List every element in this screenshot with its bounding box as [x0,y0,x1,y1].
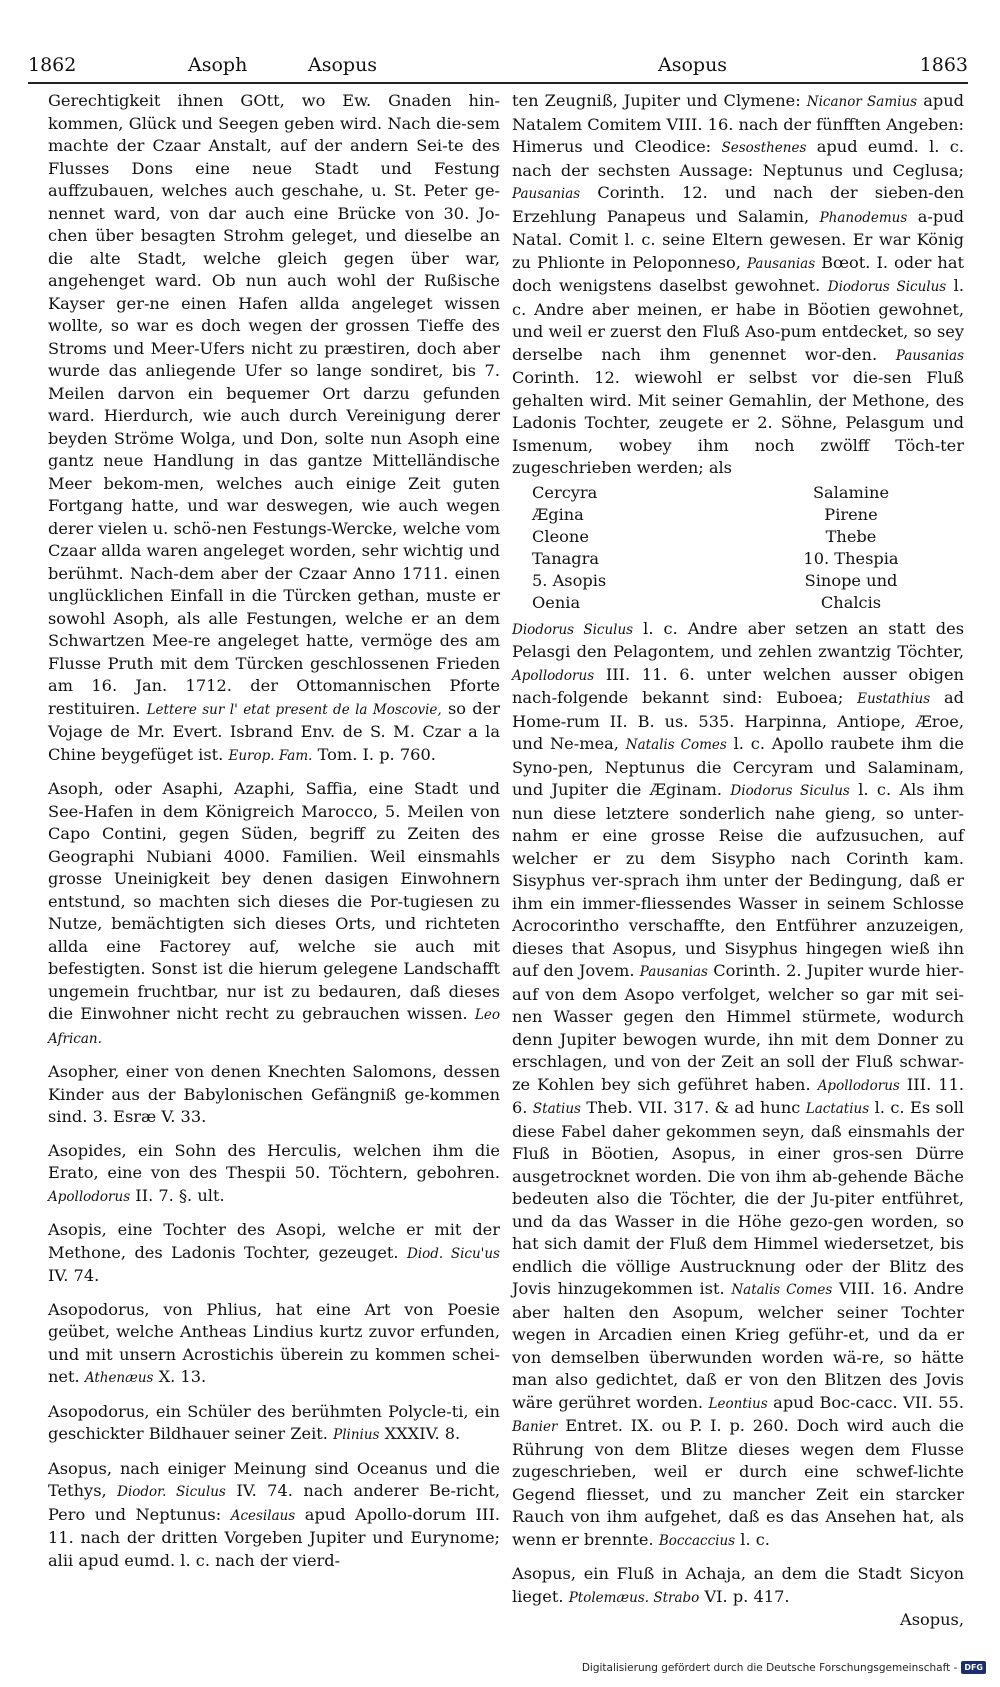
daughter-name: Salamine [812,482,890,502]
daughter-name: Ægina [532,504,584,524]
entry-asopides: Asopides, ein Sohn des Herculis, welchen ihm die Erato, eine von des Thespii 50. Töchtern, gebohren. Apollodorus II. 7. §. ult. [48,1140,500,1205]
daughter-name: Chalcis [820,592,882,612]
header-rule [28,82,968,84]
daughter-name: Cleone [532,526,589,546]
entry-asopodorus-2: Asopodorus, ein Schüler des berühmten Polycle-ti, ein geschickter Bildhauer seiner Zeit. Plinius XXXIV. 8. [48,1401,500,1443]
right-running-head: Asopus [658,54,728,76]
entry-asopis: Asopis, eine Tochter des Asopi, welche er mit der Methone, des Ladonis Tochter, gezeuget. Diod. Sicu'us IV. 74. [48,1220,500,1285]
entry-asopodorus-1: Asopodorus, von Phlius, hat eine Art von Poesie geübet, welche Antheas Lindius kurtz zuvor erfunden, und mit unsern Acrostichis überein zu kommen schei-net. Athenæus X. 13. [48,1299,500,1386]
right-page-number: 1863 [919,54,968,76]
entry-asopus-continued: ten Zeugniß, Jupiter und Clymene: Nicanor Samius apud Natalem Comitem VIII. 16. nach der fünfften Angeben: Himerus und Cleodice: Sesosthenes apud eumd. l. c. nach der sechsten Aussage: Neptunus und Ceglusa; Pausanias Corinth. 12. und nach der sieben-den Erzehlung Panapeus und Salamin, Phanodemus a-pud Natal. Comit l. c. seine Eltern gewesen. Er war König zu Phlionte in Peloponneso, Pausanias Bœot. I. oder hat doch wenigstens daselbst gewohnet. Diodorus Siculus l. c. Andre aber meinen, er habe in Böotien gewohnet, und weil er zuerst den Fluß Aso-pum entdecket, so sey derselbe nach ihm genennet wor-den. Pausanias Corinth. 12. wiewohl er selbst vor die-sen Fluß gehalten wird. Mit seiner Gemahlin, der Methone, des Ladonis Tochter, zeugete er 2. Söhne, Pelasgum und Ismenum, wobey ihm noch zwölff Töch-ter zugeschrieben werden; als [512,91,965,477]
daughter-name: Thebe [825,526,877,546]
entry-asopus-myth: Diodorus Siculus l. c. Andre aber setzen an statt des Pelasgi den Pelagontem, und zehlen zwantzig Töchter, Apollodorus III. 11. 6. unter welchen ausser obigen nach-folgende bekannt sind: Euboea; Eustathius ad Home-rum II. B. us. 535. Harpinna, Antiope, Æroe, und Ne-mea, Natalis Comes l. c. Apollo raubete ihm die Syno-pen, Neptunus die Cercyram und Salaminam, und Jupiter die Æginam. Diodorus Siculus l. c. Als ihm nun diese letztere sonderlich nahe gieng, so unter-nahm er eine grosse Reise die aufzusuchen, auf welcher er zu dem Sisypho nach Corinth kam. Sisyphus ver-sprach ihm unter der Bedingung, daß er ihm ein immer-fliessendes Wasser in seinem Schlosse Acrocorintho verschaffte, den Entführer anzuzeigen, dieses that Asopus, und Sisyphus hingegen wieß ihn auf den Jovem. Pausanias Corinth. 2. Jupiter wurde hier-auf von dem Asopo verfolget, welcher so gar mit sei-nen Wasser gegen den Himmel stürmete, wodurch denn Jupiter bewogen wurde, ihn mit dem Donner zu erschlagen, und von der Zeit an soll der Fluß schwar-ze Kohlen bey sich geführet haben. Apollodorus III. 11. 6. Statius Theb. VII. 317. & ad hunc Lactatius l. c. Es soll diese Fabel daher gekommen seyn, daß einsmahls der Fluß in Böotien, Asopus, in einer gros-sen Dürre ausgetrocknet worden. Die von ihm ab-gehende Bäche bedeuten also die Töchter, die der Ju-piter entführet, und da das Wasser in die Höhe gezo-gen worden, so hat sich damit der Fluß dem Himmel wiedersetzet, bis endlich die völlige Austrucknung oder der Blitz des Jovis hinzugekommen ist. Natalis Comes VIII. 16. Andre aber halten den Asopum, welcher seiner Tochter wegen in Arcadien einen Krieg geführ-et, und da er von demselben überwunden worden wä-re, so hätte man also gedichtet, daß er von den Blitzen des Jovis wäre gerühret worden. Leontius apud Boc-cacc. VII. 55. Banier Entret. IX. ou P. I. p. 260. Doch wird auch die Rührung von dem Blitze dieses wegen dem Flusse zugeschrieben, weil er durch eine schwef-lichte Gegend fliesset, und zu mancher Zeit ein starcker Rauch von ihm aufgehet, daß es das Ansehen hat, als wenn er brennte. Boccaccius l. c. [512,618,965,1549]
daughter-name: Cercyra [532,482,598,502]
entry-asoph-continued: Gerechtigkeit ihnen GOtt, wo Ew. Gnaden hin-kommen, Glück und Seegen geben wird. Nach die-sem machte der Czaar Anstalt, auf der andern Sei-te des Flusses Dons eine neue Stadt und Festung auffzubauen, welches auch geschahe, u. St. Peter ge-nennet ward, von dar auch eine Brücke von 30. Jo-chen über besagten Strohm geleget, und dieselbe an die alte Stadt, welche gleich gegen über war, angehenget ward. Ob nun auch wohl der Rußische Kayser ger-ne einen Hafen allda angeleget wissen wollte, so war es doch wegen der grossen Tieffe des Stroms und Meer-Ufers nicht zu præstiren, doch aber wurde das anliegende Ufer so lange sondiret, bis 7. Meilen darvon ein bequemer Ort darzu gefunden ward. Hierdurch, wie auch durch Vereinigung derer beyden Ströme Wolga, und Don, solte nun Asoph eine gantz neue Handlung in das gantze Mittelländische Meer bekom-men, welches auch einige Zeit guten Fortgang hatte, und war deswegen, wie auch wegen derer vielen u. schö-nen Festungs-Wercke, welche vom Czaar allda waren angeleget worden, sehr wichtig und berühmt. Nach-dem aber der Czaar Anno 1711. einen unglücklichen Einfall in die Türcken gethan, muste er sowohl Asoph, als alle Festungen, welche er an dem Schwartzen Mee-re angeleget hatte, vermöge des am Flusse Pruth mit dem Türcken geschlossenen Frieden am 16. Jan. 1712. der Ottomannischen Pforte restituiren. Lettere sur l' etat present de la Moscovie, so der Vojage de Mr. Evert. Isbrand Env. de S. M. Czar a la Chine beygefüget ist. Europ. Fam. Tom. I. p. 760. [48,91,500,764]
digitization-footer [582,1661,986,1674]
daughter-name: 10. Thespia [803,548,899,568]
entry-asopher: Asopher, einer von denen Knechten Salomons, dessen Kinder aus der Babylonischen Gefängniß ge-kommen sind. 3. Esræ V. 33. [48,1062,500,1126]
catchword: Asopus, [900,1610,964,1629]
left-column [48,90,500,1572]
left-running-head-2: Asopus [308,54,378,76]
page-header [28,54,968,84]
entry-asoph-marocco: Asoph, oder Asaphi, Azaphi, Saffia, eine Stadt und See-Hafen in dem Königreich Marocco, 5. Meilen von Capo Contini, gegen Süden, begriff zu Zeiten des Geographi Nubiani 4000. Familien. Weil einsmahls grosse Uneinigkeit bey denen dasigen Einwohnern entstund, so machten sich dieses die Por-tugiesen zu Nutze, bemächtigten sich dieses Orts, und richteten allda eine Factorey auf, welche sie auch mit befestigten. Sonst ist die hierum gelegene Landschafft ungemein fruchtbar, nur ist zu bedauren, daß dieses die Einwohner nicht recht zu gebrauchen wissen. Leo African. [48,779,500,1047]
entry-asopus-river: Asopus, ein Fluß in Achaja, an dem die Stadt Sicyon lieget. Ptolemæus. Strabo VI. p. 417. [512,1564,964,1606]
daughter-name: Oenia [532,592,581,612]
left-running-head-1: Asoph [188,54,248,76]
daughters-list [512,482,964,614]
right-column [512,90,964,1643]
entry-asopus-start: Asopus, nach einiger Meinung sind Oceanus und die Tethys, Diodor. Siculus IV. 74. nach anderer Be-richt, Pero und Neptunus: Acesilaus apud Apollo-dorum III. 11. nach der dritten Vorgeben Jupiter und Eurynome; alii apud eumd. l. c. nach der vierd- [48,1458,500,1570]
daughter-name: 5. Asopis [532,570,607,590]
daughter-name: Sinope und [804,570,898,590]
dfg-logo: DFG [961,1661,986,1674]
footer-text: Digitalisierung gefördert durch die Deutsche Forschungsgemeinschaft - [581,1661,958,1674]
daughter-name: Tanagra [532,548,600,568]
daughter-name: Pirene [824,504,878,524]
left-page-number: 1862 [28,54,77,76]
